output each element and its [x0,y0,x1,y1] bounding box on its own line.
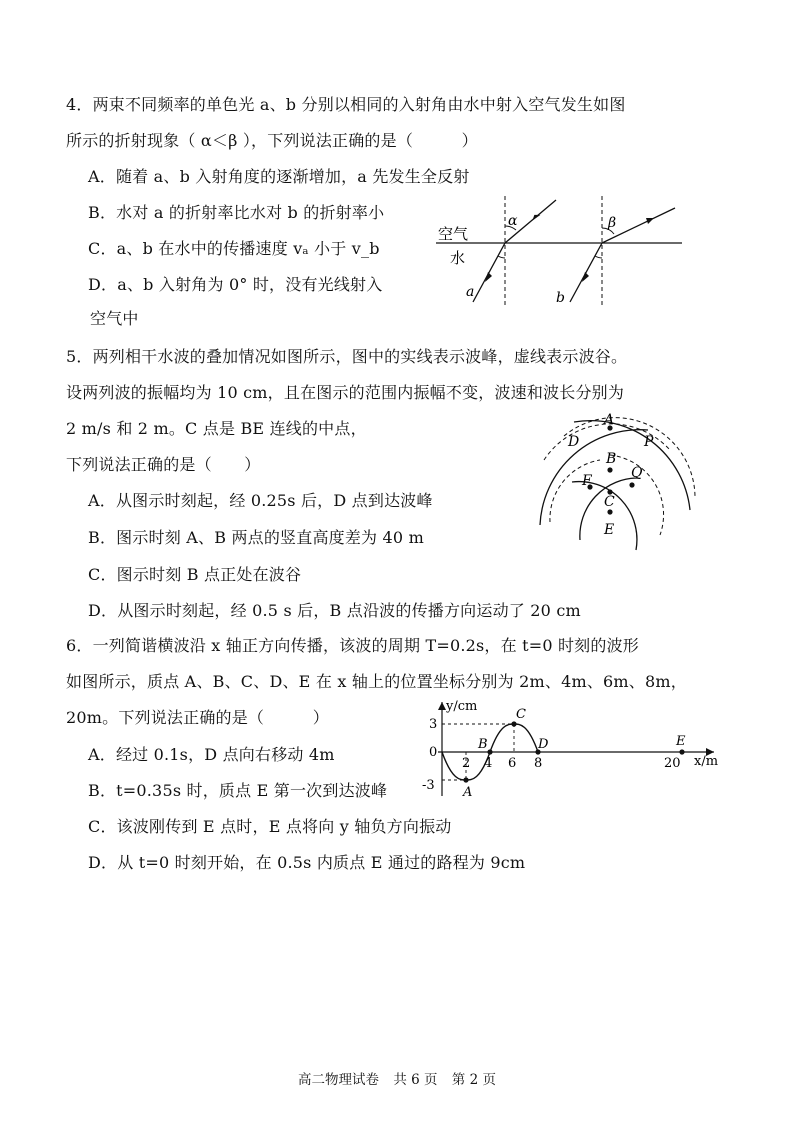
ray-a-water [473,243,505,302]
q5-option-a: A．从图示时刻起，经 0.25s 后，D 点到达波峰 [88,491,433,510]
q4-option-a: A．随着 a、b 入射角度的逐渐增加，a 先发生全反射 [88,167,470,186]
label-f: F [582,473,592,489]
wave-label-b: B [478,737,488,752]
q4-option-d-cont: 空气中 [90,309,139,328]
x-axis-label: x/m [694,754,719,769]
q4-option-d: D．a、b 入射角为 0° 时，没有光线射入 [88,275,383,294]
footer-page-number: 第 2 页 [451,1072,496,1088]
q5-stem-line3: 2 m/s 和 2 m。C 点是 BE 连线的中点， [66,419,367,438]
q5-option-c: C．图示时刻 B 点正处在波谷 [88,565,302,584]
x-tick-20: 20 [664,756,681,771]
q5-stem-line2: 设两列波的振幅均为 10 cm，且在图示的范围内振幅不变，波速和波长分别为 [66,383,625,402]
q6-option-c: C．该波刚传到 E 点时，E 点将向 y 轴负方向振动 [88,817,452,836]
q6-stem-line3: 20m。下列说法正确的是（ ） [66,708,329,727]
q5-option-d: D．从图示时刻起，经 0.5 s 后，B 点沿波的传播方向运动了 20 cm [88,601,581,620]
label-e: E [604,522,615,538]
wave-label-a: A [463,785,473,800]
label-d: D [568,434,580,450]
q5-interference-figure [520,410,710,565]
wave-label-d: D [538,737,549,752]
y-tick-neg3: -3 [422,778,435,793]
point-b-dot [487,749,492,754]
point-e-dot [607,509,612,514]
q5-stem-line4: 下列说法正确的是（ ） [66,455,261,474]
q4-stem-line2: 所示的折射现象（ α＜β ），下列说法正确的是（ ） [66,131,478,150]
y-axis-label: y/cm [446,699,478,714]
q6-option-d: D．从 t=0 时刻开始，在 0.5s 内质点 E 通过的路程为 9cm [88,853,526,872]
wave-label-e: E [676,734,686,749]
label-b: B [606,451,617,467]
q4-option-b: B．水对 a 的折射率比水对 b 的折射率小 [88,203,385,222]
point-b-dot [607,467,612,472]
q4-option-c: C．a、b 在水中的传播速度 vₐ 小于 v_b [88,239,380,258]
wave-label-c: C [516,707,526,722]
ray-b-label: b [556,290,565,306]
point-a-dot [463,777,468,782]
x-tick-6: 6 [508,756,517,771]
arrow-a-out [532,214,540,222]
q6-stem-line2: 如图所示，质点 A、B、C、D、E 在 x 轴上的位置坐标分别为 2m、4m、6m、8m， [66,672,687,691]
q6-waveform-figure [418,696,728,800]
x-tick-4: 4 [484,756,493,771]
q6-option-b: B．t=0.35s 时，质点 E 第一次到达波峰 [88,781,388,800]
angle-alpha-label: α [508,213,518,229]
page-footer [0,1068,794,1088]
water-label: 水 [450,249,466,267]
q6-option-a: A．经过 0.1s，D 点向右移动 4m [88,745,335,764]
y-tick-3: 3 [429,717,438,732]
arrow-b-out [646,218,654,224]
air-label: 空气 [438,225,469,243]
label-q: Q [631,465,643,481]
ray-a-label: a [466,284,475,300]
footer-total-pages: 共 6 页 [393,1072,438,1088]
point-c-dot [511,721,516,726]
label-a: A [604,412,615,428]
x-tick-2: 2 [462,756,471,771]
q5-option-b: B．图示时刻 A、B 两点的竖直高度差为 40 m [88,528,424,547]
label-c: C [604,494,615,510]
x-tick-8: 8 [534,756,543,771]
q4-refraction-figure [430,190,690,315]
ray-b-water [570,243,602,302]
angle-beta-label: β [608,215,617,231]
q5-stem-line1: 5．两列相干水波的叠加情况如图所示，图中的实线表示波峰，虚线表示波谷。 [66,347,628,366]
q6-stem-line1: 6．一列简谐横波沿 x 轴正方向传播，该波的周期 T=0.2s，在 t=0 时刻的波形 [66,636,639,655]
point-q-dot [629,482,634,487]
y-tick-0: 0 [429,745,438,760]
label-p: P [644,434,654,450]
footer-title: 高二物理试卷 [298,1072,380,1088]
q4-stem-line1: 4．两束不同频率的单色光 a、b 分别以相同的入射角由水中射入空气发生如图 [66,95,626,114]
point-e-dot [679,749,684,754]
